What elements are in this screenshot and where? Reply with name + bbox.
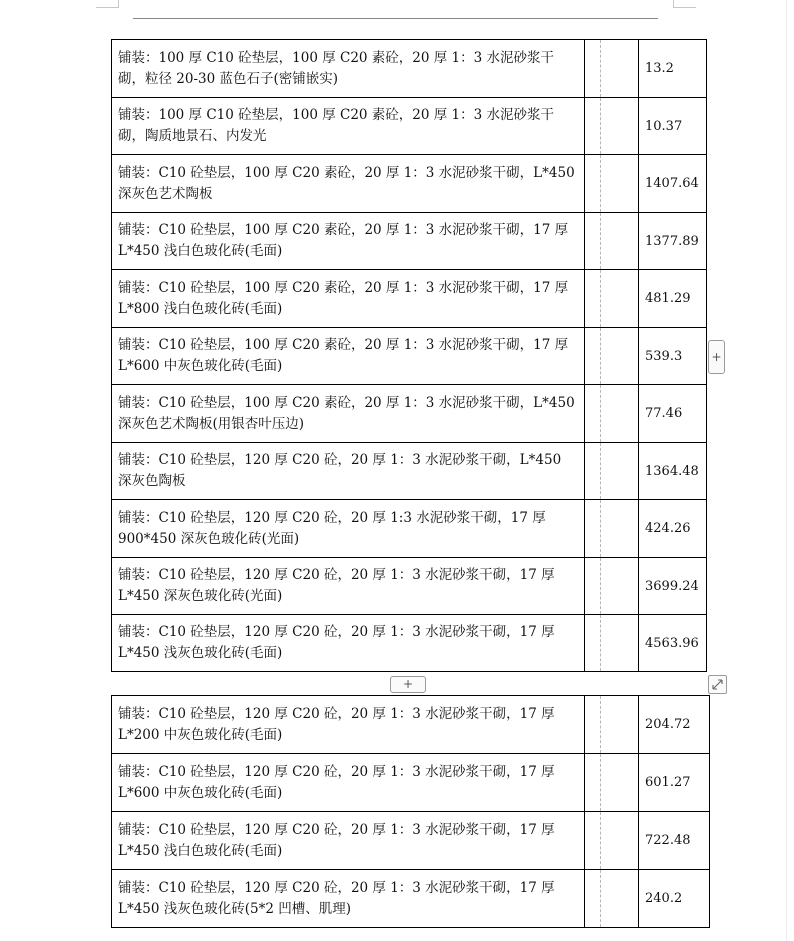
empty-cell[interactable] xyxy=(601,270,639,328)
empty-cell[interactable] xyxy=(585,328,601,385)
empty-cell[interactable] xyxy=(585,155,601,213)
quantity-cell[interactable]: 3699.24 xyxy=(639,558,707,615)
page-corner-mark-left xyxy=(96,0,119,8)
quantity-cell[interactable]: 77.46 xyxy=(639,385,707,443)
empty-cell[interactable] xyxy=(601,155,639,213)
description-cell[interactable]: 铺装：C10 砼垫层，120 厚 C20 砼，20 厚 1：3 水泥砂浆干砌，17 厚 L*600 中灰色玻化砖(毛面) xyxy=(112,754,585,812)
quantity-cell[interactable]: 1407.64 xyxy=(639,155,707,213)
empty-cell[interactable] xyxy=(601,385,639,443)
description-cell[interactable]: 铺装：C10 砼垫层，120 厚 C20 砼，20 厚 1：3 水泥砂浆干砌，17 厚 L*450 深灰色玻化砖(光面) xyxy=(112,558,585,615)
table-row xyxy=(112,155,707,213)
description-cell[interactable]: 铺装：C10 砼垫层，100 厚 C20 素砼，20 厚 1：3 水泥砂浆干砌，17 厚 L*800 浅白色玻化砖(毛面) xyxy=(112,270,585,328)
table-row xyxy=(112,812,710,870)
empty-cell[interactable] xyxy=(585,500,601,558)
description-cell[interactable]: 铺装：C10 砼垫层，120 厚 C20 砼，20 厚 1：3 水泥砂浆干砌，17 厚 L*450 浅灰色玻化砖(5*2 凹槽、肌理) xyxy=(112,870,585,928)
empty-cell[interactable] xyxy=(601,40,639,98)
empty-cell[interactable] xyxy=(601,696,639,754)
table-row xyxy=(112,270,707,328)
table-row xyxy=(112,615,707,672)
empty-cell[interactable] xyxy=(601,443,639,500)
quantity-cell[interactable]: 240.2 xyxy=(639,870,710,928)
empty-cell[interactable] xyxy=(585,558,601,615)
description-cell[interactable]: 铺装：100 厚 C10 砼垫层，100 厚 C20 素砼，20 厚 1：3 水泥砂浆干砌，粒径 20-30 蓝色石子(密铺嵌实) xyxy=(112,40,585,98)
quantity-cell[interactable]: 4563.96 xyxy=(639,615,707,672)
table-row xyxy=(112,385,707,443)
description-cell[interactable]: 铺装：C10 砼垫层，120 厚 C20 砼，20 厚 1：3 水泥砂浆干砌，17 厚 L*200 中灰色玻化砖(毛面) xyxy=(112,696,585,754)
quantity-cell[interactable]: 10.37 xyxy=(639,98,707,155)
table-row xyxy=(112,870,710,928)
description-cell[interactable]: 铺装：100 厚 C10 砼垫层，100 厚 C20 素砼，20 厚 1：3 水泥砂浆干砌，陶质地景石、内发光 xyxy=(112,98,585,155)
add-column-button[interactable]: + xyxy=(708,340,725,374)
page-corner-mark-right xyxy=(673,0,696,8)
empty-cell[interactable] xyxy=(601,870,639,928)
empty-cell[interactable] xyxy=(601,213,639,270)
empty-cell[interactable] xyxy=(601,500,639,558)
empty-cell[interactable] xyxy=(585,754,601,812)
table-2 xyxy=(111,695,710,928)
table-row xyxy=(112,40,707,98)
table-row xyxy=(112,213,707,270)
empty-cell[interactable] xyxy=(601,615,639,672)
table-row xyxy=(112,500,707,558)
description-cell[interactable]: 铺装：C10 砼垫层，100 厚 C20 素砼，20 厚 1：3 水泥砂浆干砌，17 厚 L*450 浅白色玻化砖(毛面) xyxy=(112,213,585,270)
empty-cell[interactable] xyxy=(585,40,601,98)
quantity-cell[interactable]: 539.3 xyxy=(639,328,707,385)
quantity-cell[interactable]: 424.26 xyxy=(639,500,707,558)
description-cell[interactable]: 铺装：C10 砼垫层，120 厚 C20 砼，20 厚 1：3 水泥砂浆干砌，L*450 深灰色陶板 xyxy=(112,443,585,500)
table-row xyxy=(112,98,707,155)
header-divider xyxy=(133,18,658,19)
quantity-cell[interactable]: 1364.48 xyxy=(639,443,707,500)
empty-cell[interactable] xyxy=(601,558,639,615)
scroll-gutter xyxy=(786,0,787,941)
empty-cell[interactable] xyxy=(585,615,601,672)
table-row xyxy=(112,328,707,385)
quantity-cell[interactable]: 481.29 xyxy=(639,270,707,328)
description-cell[interactable]: 铺装：C10 砼垫层，100 厚 C20 素砼，20 厚 1：3 水泥砂浆干砌，17 厚 L*600 中灰色玻化砖(毛面) xyxy=(112,328,585,385)
empty-cell[interactable] xyxy=(601,754,639,812)
description-cell[interactable]: 铺装：C10 砼垫层，100 厚 C20 素砼，20 厚 1：3 水泥砂浆干砌，L*450 深灰色艺术陶板(用银杏叶压边) xyxy=(112,385,585,443)
empty-cell[interactable] xyxy=(585,696,601,754)
description-cell[interactable]: 铺装：C10 砼垫层，100 厚 C20 素砼，20 厚 1：3 水泥砂浆干砌，L*450 深灰色艺术陶板 xyxy=(112,155,585,213)
quantity-cell[interactable]: 601.27 xyxy=(639,754,710,812)
description-cell[interactable]: 铺装：C10 砼垫层，120 厚 C20 砼，20 厚 1：3 水泥砂浆干砌，17 厚 L*450 浅灰色玻化砖(毛面) xyxy=(112,615,585,672)
empty-cell[interactable] xyxy=(601,812,639,870)
empty-cell[interactable] xyxy=(585,870,601,928)
resize-arrows-icon[interactable] xyxy=(708,675,727,694)
quantity-cell[interactable]: 13.2 xyxy=(639,40,707,98)
add-row-button[interactable]: + xyxy=(390,676,426,693)
quantity-cell[interactable]: 204.72 xyxy=(639,696,710,754)
table-row xyxy=(112,558,707,615)
description-cell[interactable]: 铺装：C10 砼垫层，120 厚 C20 砼，20 厚 1：3 水泥砂浆干砌，17 厚 L*450 浅白色玻化砖(毛面) xyxy=(112,812,585,870)
empty-cell[interactable] xyxy=(585,385,601,443)
empty-cell[interactable] xyxy=(585,213,601,270)
empty-cell[interactable] xyxy=(601,328,639,385)
table-row xyxy=(112,754,710,812)
table-row xyxy=(112,443,707,500)
empty-cell[interactable] xyxy=(585,98,601,155)
empty-cell[interactable] xyxy=(601,98,639,155)
table-1 xyxy=(111,39,707,672)
quantity-cell[interactable]: 1377.89 xyxy=(639,213,707,270)
description-cell[interactable]: 铺装：C10 砼垫层，120 厚 C20 砼，20 厚 1:3 水泥砂浆干砌，17 厚 900*450 深灰色玻化砖(光面) xyxy=(112,500,585,558)
table-row xyxy=(112,696,710,754)
empty-cell[interactable] xyxy=(585,443,601,500)
empty-cell[interactable] xyxy=(585,270,601,328)
quantity-cell[interactable]: 722.48 xyxy=(639,812,710,870)
empty-cell[interactable] xyxy=(585,812,601,870)
